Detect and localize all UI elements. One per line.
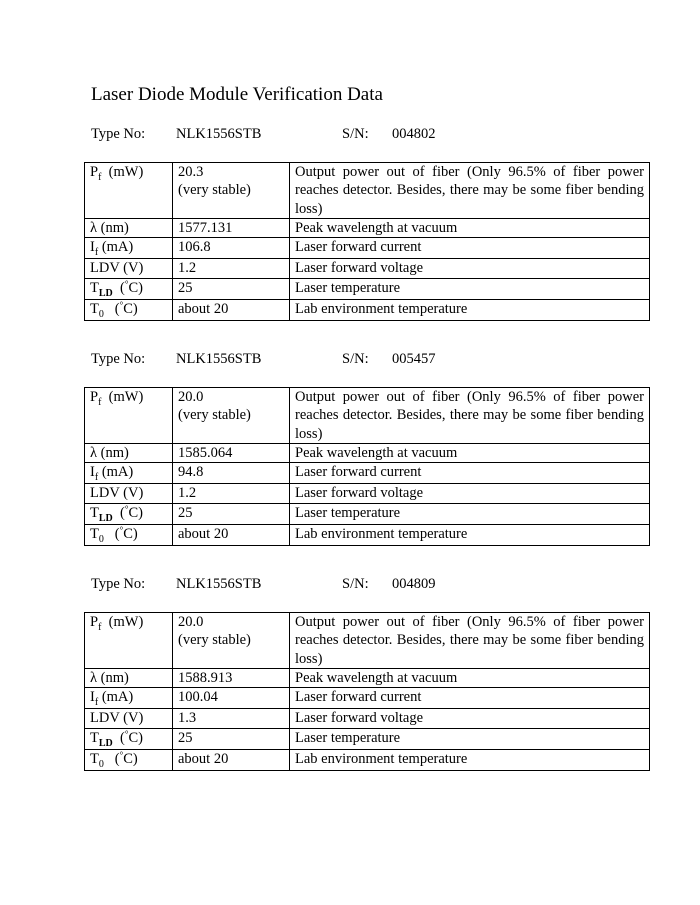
value-if: 100.04 <box>173 688 290 709</box>
value-pf: 20.0 (very stable) <box>173 388 290 444</box>
param-tld: $T_{LD}$ (°C) <box>85 728 173 749</box>
desc-ldv: Laser forward voltage <box>290 709 650 728</box>
module-3-table <box>84 612 650 771</box>
module-1-table <box>84 162 650 321</box>
value-ldv: 1.2 <box>173 259 290 278</box>
desc-pf: Output power out of fiber (Only 96.5% of fiber power reaches detector. Besides, there may be some fiber bending loss) <box>290 613 650 669</box>
table-row <box>85 443 650 462</box>
value-if: 94.8 <box>173 463 290 484</box>
module-2-header <box>91 349 651 369</box>
sn-label: S/N: <box>342 351 369 367</box>
table-row <box>85 525 650 546</box>
value-tld: 25 <box>173 278 290 299</box>
type-no-value: NLK1556STB <box>176 126 262 142</box>
param-tld: $T_{LD}$ (°C) <box>85 503 173 524</box>
param-ldv: LDV (V) <box>85 709 173 728</box>
table-row <box>85 278 650 299</box>
type-no-value: NLK1556STB <box>176 576 262 592</box>
desc-ldv: Laser forward voltage <box>290 484 650 503</box>
param-ldv: LDV (V) <box>85 484 173 503</box>
page-title: Laser Diode Module Verification Data <box>91 84 383 105</box>
desc-if: Laser forward current <box>290 463 650 484</box>
type-no-label: Type No: <box>91 576 146 592</box>
value-tld: 25 <box>173 503 290 524</box>
table-row <box>85 238 650 259</box>
table-row <box>85 463 650 484</box>
table-row <box>85 484 650 503</box>
param-if: $I_f$ (mA) <box>85 463 173 484</box>
type-no-value: NLK1556STB <box>176 351 262 367</box>
table-row <box>85 163 650 219</box>
table-row <box>85 613 650 669</box>
desc-t0: Lab environment temperature <box>290 525 650 546</box>
desc-lambda: Peak wavelength at vacuum <box>290 218 650 237</box>
value-tld: 25 <box>173 728 290 749</box>
param-if: $I_f$ (mA) <box>85 688 173 709</box>
table-row <box>85 503 650 524</box>
value-lambda: 1577.131 <box>173 218 290 237</box>
sn-value: 004802 <box>392 126 436 142</box>
module-1-header <box>91 124 651 144</box>
type-no-label: Type No: <box>91 126 146 142</box>
value-t0: about 20 <box>173 300 290 321</box>
value-pf: 20.3 (very stable) <box>173 163 290 219</box>
table-row <box>85 709 650 728</box>
desc-tld: Laser temperature <box>290 728 650 749</box>
desc-if: Laser forward current <box>290 238 650 259</box>
value-t0: about 20 <box>173 750 290 771</box>
sn-value: 005457 <box>392 351 436 367</box>
table-row <box>85 728 650 749</box>
desc-pf: Output power out of fiber (Only 96.5% of fiber power reaches detector. Besides, there may be some fiber bending loss) <box>290 163 650 219</box>
table-row <box>85 259 650 278</box>
param-pf: $P_f$ (mW) <box>85 613 173 669</box>
param-ldv: LDV (V) <box>85 259 173 278</box>
value-t0: about 20 <box>173 525 290 546</box>
desc-lambda: Peak wavelength at vacuum <box>290 443 650 462</box>
desc-t0: Lab environment temperature <box>290 750 650 771</box>
desc-tld: Laser temperature <box>290 278 650 299</box>
value-if: 106.8 <box>173 238 290 259</box>
table-row <box>85 668 650 687</box>
value-lambda: 1585.064 <box>173 443 290 462</box>
param-lambda: λ (nm) <box>85 443 173 462</box>
param-if: $I_f$ (mA) <box>85 238 173 259</box>
value-ldv: 1.3 <box>173 709 290 728</box>
desc-lambda: Peak wavelength at vacuum <box>290 668 650 687</box>
desc-tld: Laser temperature <box>290 503 650 524</box>
desc-t0: Lab environment temperature <box>290 300 650 321</box>
table-row <box>85 388 650 444</box>
module-3-header <box>91 574 651 594</box>
param-pf: $P_f$ (mW) <box>85 388 173 444</box>
sn-label: S/N: <box>342 576 369 592</box>
table-row <box>85 300 650 321</box>
param-lambda: λ (nm) <box>85 668 173 687</box>
table-row <box>85 750 650 771</box>
module-2-table <box>84 387 650 546</box>
sn-value: 004809 <box>392 576 436 592</box>
value-lambda: 1588.913 <box>173 668 290 687</box>
param-tld: $T_{LD}$ (°C) <box>85 278 173 299</box>
value-ldv: 1.2 <box>173 484 290 503</box>
sn-label: S/N: <box>342 126 369 142</box>
param-t0: $T_0$ (°C) <box>85 525 173 546</box>
value-pf: 20.0 (very stable) <box>173 613 290 669</box>
desc-ldv: Laser forward voltage <box>290 259 650 278</box>
param-t0: $T_0$ (°C) <box>85 750 173 771</box>
param-lambda: λ (nm) <box>85 218 173 237</box>
type-no-label: Type No: <box>91 351 146 367</box>
desc-if: Laser forward current <box>290 688 650 709</box>
table-row <box>85 688 650 709</box>
param-t0: $T_0$ (°C) <box>85 300 173 321</box>
param-pf: $P_f$ (mW) <box>85 163 173 219</box>
desc-pf: Output power out of fiber (Only 96.5% of fiber power reaches detector. Besides, there may be some fiber bending loss) <box>290 388 650 444</box>
table-row <box>85 218 650 237</box>
